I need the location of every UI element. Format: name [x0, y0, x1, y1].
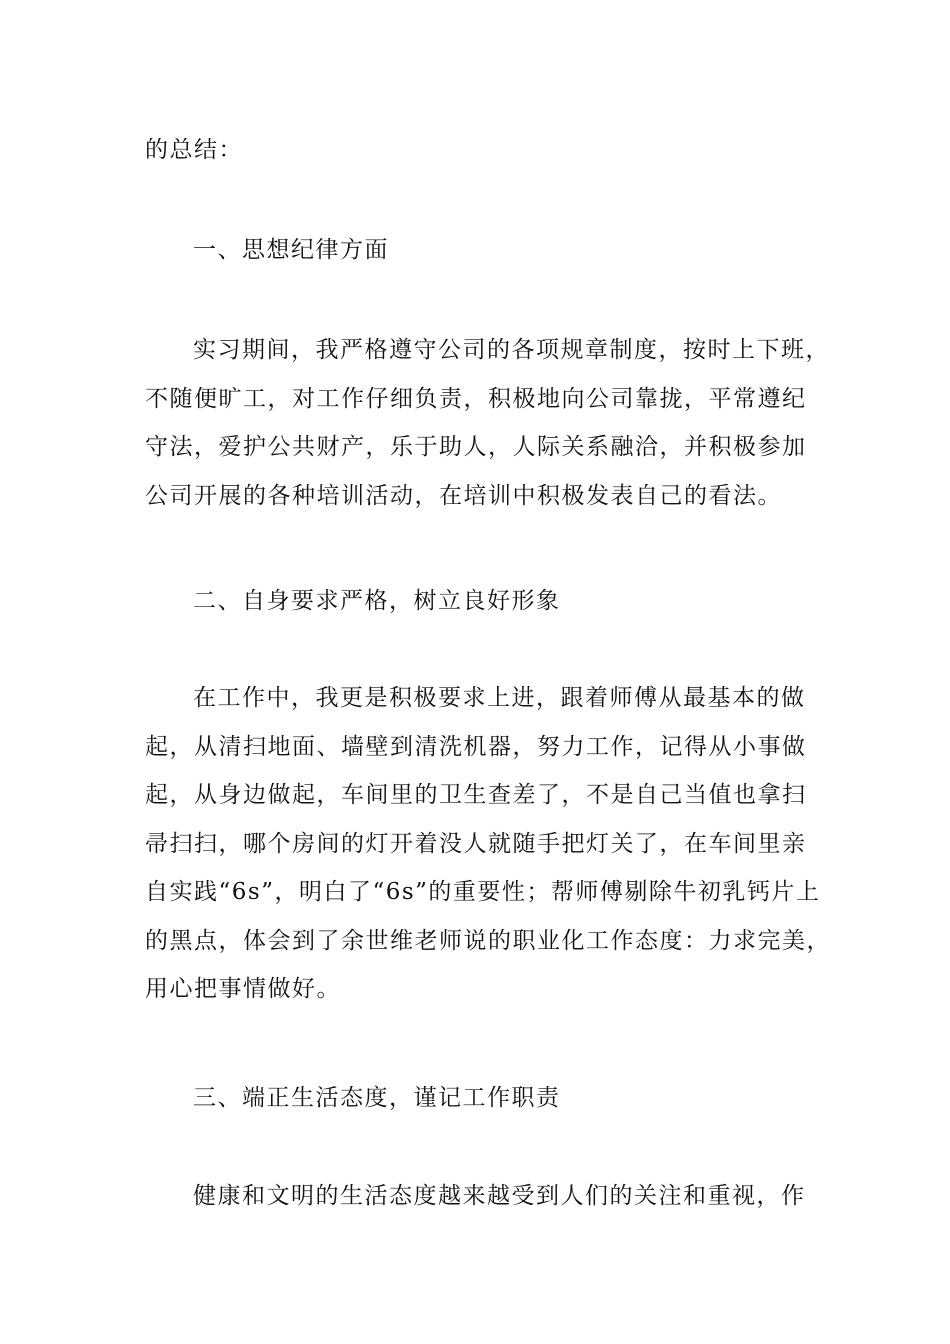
paragraph-line: 用心把事情做好。	[145, 976, 341, 1002]
paragraph-line: 自实践“6s”，明白了“6s”的重要性；帮师傅剔除牛初乳钙片上	[145, 879, 821, 905]
section-heading: 三、端正生活态度，谨记工作职责	[193, 1085, 561, 1111]
paragraph-line: 的黑点，体会到了余世维老师说的职业化工作态度：力求完美，	[145, 927, 831, 954]
section-heading: 二、自身要求严格，树立良好形象	[193, 588, 561, 614]
section2-paragraph	[145, 674, 835, 1014]
paragraph-line: 健康和文明的生活态度越来越受到人们的关注和重视，作	[193, 1183, 806, 1209]
paragraph-line: 帚扫扫，哪个房间的灯开着没人就随手把灯关了，在车间里亲	[145, 830, 807, 857]
intro-line: 的总结：	[145, 137, 243, 163]
paragraph-line: 实习期间，我严格遵守公司的各项规章制度，按时上下班，	[193, 337, 830, 363]
paragraph-line: 公司开展的各种培训活动，在培训中积极发表自己的看法。	[145, 482, 782, 509]
section2-heading	[145, 577, 835, 626]
paragraph-line: 在工作中，我更是积极要求上进，跟着师傅从最基本的做	[193, 685, 806, 711]
section3-paragraph	[145, 1172, 835, 1221]
paragraph-line: 起，从身边做起，车间里的卫生查差了，不是自己当值也拿扫	[145, 782, 807, 808]
paragraph-line: 起，从清扫地面、墙壁到清洗机器，努力工作，记得从小事做	[145, 733, 807, 760]
section-heading: 一、思想纪律方面	[193, 237, 389, 263]
section1-heading	[145, 226, 835, 275]
intro-paragraph	[145, 126, 835, 175]
section1-paragraph	[145, 326, 835, 520]
paragraph-line: 守法，爱护公共财产，乐于助人，人际关系融洽，并积极参加	[145, 434, 807, 460]
section3-heading	[145, 1074, 835, 1123]
paragraph-line: 不随便旷工，对工作仔细负责，积极地向公司靠拢，平常遵纪	[145, 385, 807, 412]
